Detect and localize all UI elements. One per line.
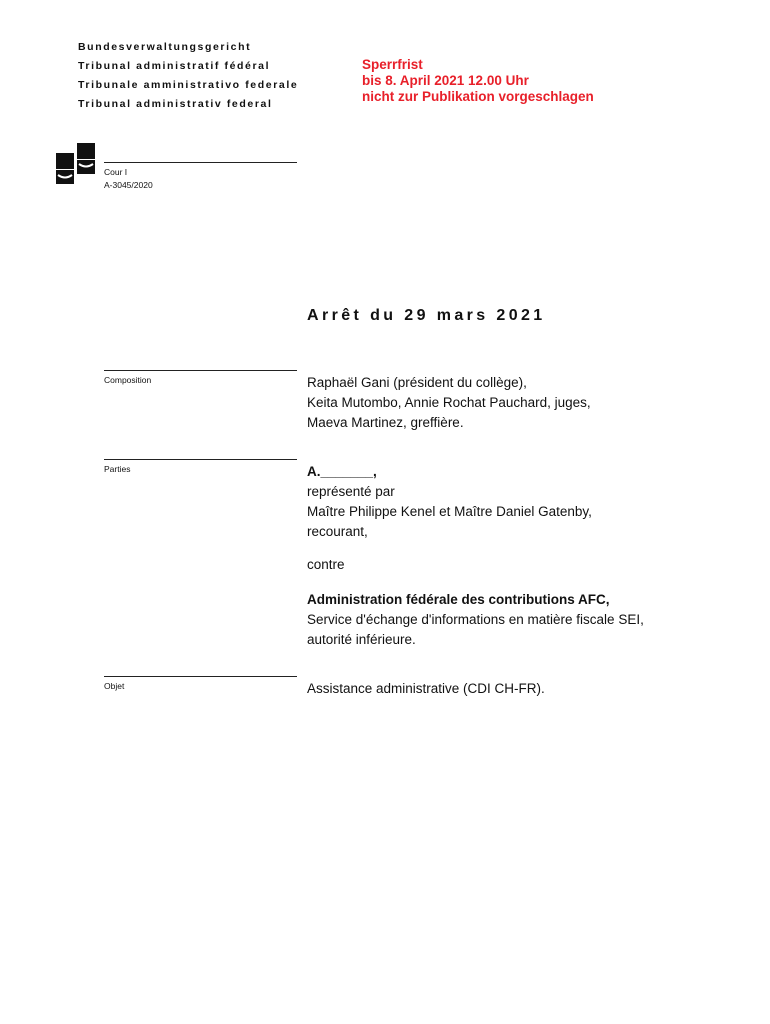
court-name-rm: Tribunal administrativ federal: [78, 98, 273, 110]
case-info-divider: [104, 162, 297, 163]
court-name-it: Tribunale amministrativo federale: [78, 79, 299, 91]
objet-text: Assistance administrative (CDI CH-FR).: [307, 681, 545, 696]
case-number: A-3045/2020: [104, 180, 153, 190]
party-a-line-3: recourant,: [307, 524, 368, 539]
authority-line-1: Service d'échange d'informations en matière fiscale SEI,: [307, 612, 644, 627]
composition-line-3: Maeva Martinez, greffière.: [307, 415, 464, 430]
court-name-fr: Tribunal administratif fédéral: [78, 60, 271, 72]
composition-label: Composition: [104, 375, 152, 385]
parties-divider: [104, 459, 297, 460]
court-section: Cour I: [104, 167, 128, 177]
page-title: Arrêt du 29 mars 2021: [307, 307, 546, 324]
composition-divider: [104, 370, 297, 371]
court-logo-icon: [56, 143, 96, 185]
embargo-title: Sperrfrist: [362, 57, 423, 72]
embargo-note: nicht zur Publikation vorgeschlagen: [362, 89, 594, 104]
composition-line-2: Keita Mutombo, Annie Rochat Pauchard, juges,: [307, 395, 591, 410]
objet-divider: [104, 676, 297, 677]
composition-line-1: Raphaël Gani (président du collège),: [307, 375, 527, 390]
court-name-de: Bundesverwaltungsgericht: [78, 41, 252, 53]
party-a-line-2: Maître Philippe Kenel et Maître Daniel Gatenby,: [307, 504, 592, 519]
party-a-name: A._______,: [307, 464, 377, 479]
contre-text: contre: [307, 557, 345, 572]
parties-label: Parties: [104, 464, 131, 474]
party-a-line-1: représenté par: [307, 484, 395, 499]
objet-label: Objet: [104, 681, 125, 691]
authority-name: Administration fédérale des contributions AFC,: [307, 592, 610, 607]
authority-line-2: autorité inférieure.: [307, 632, 416, 647]
embargo-date: bis 8. April 2021 12.00 Uhr: [362, 73, 529, 88]
